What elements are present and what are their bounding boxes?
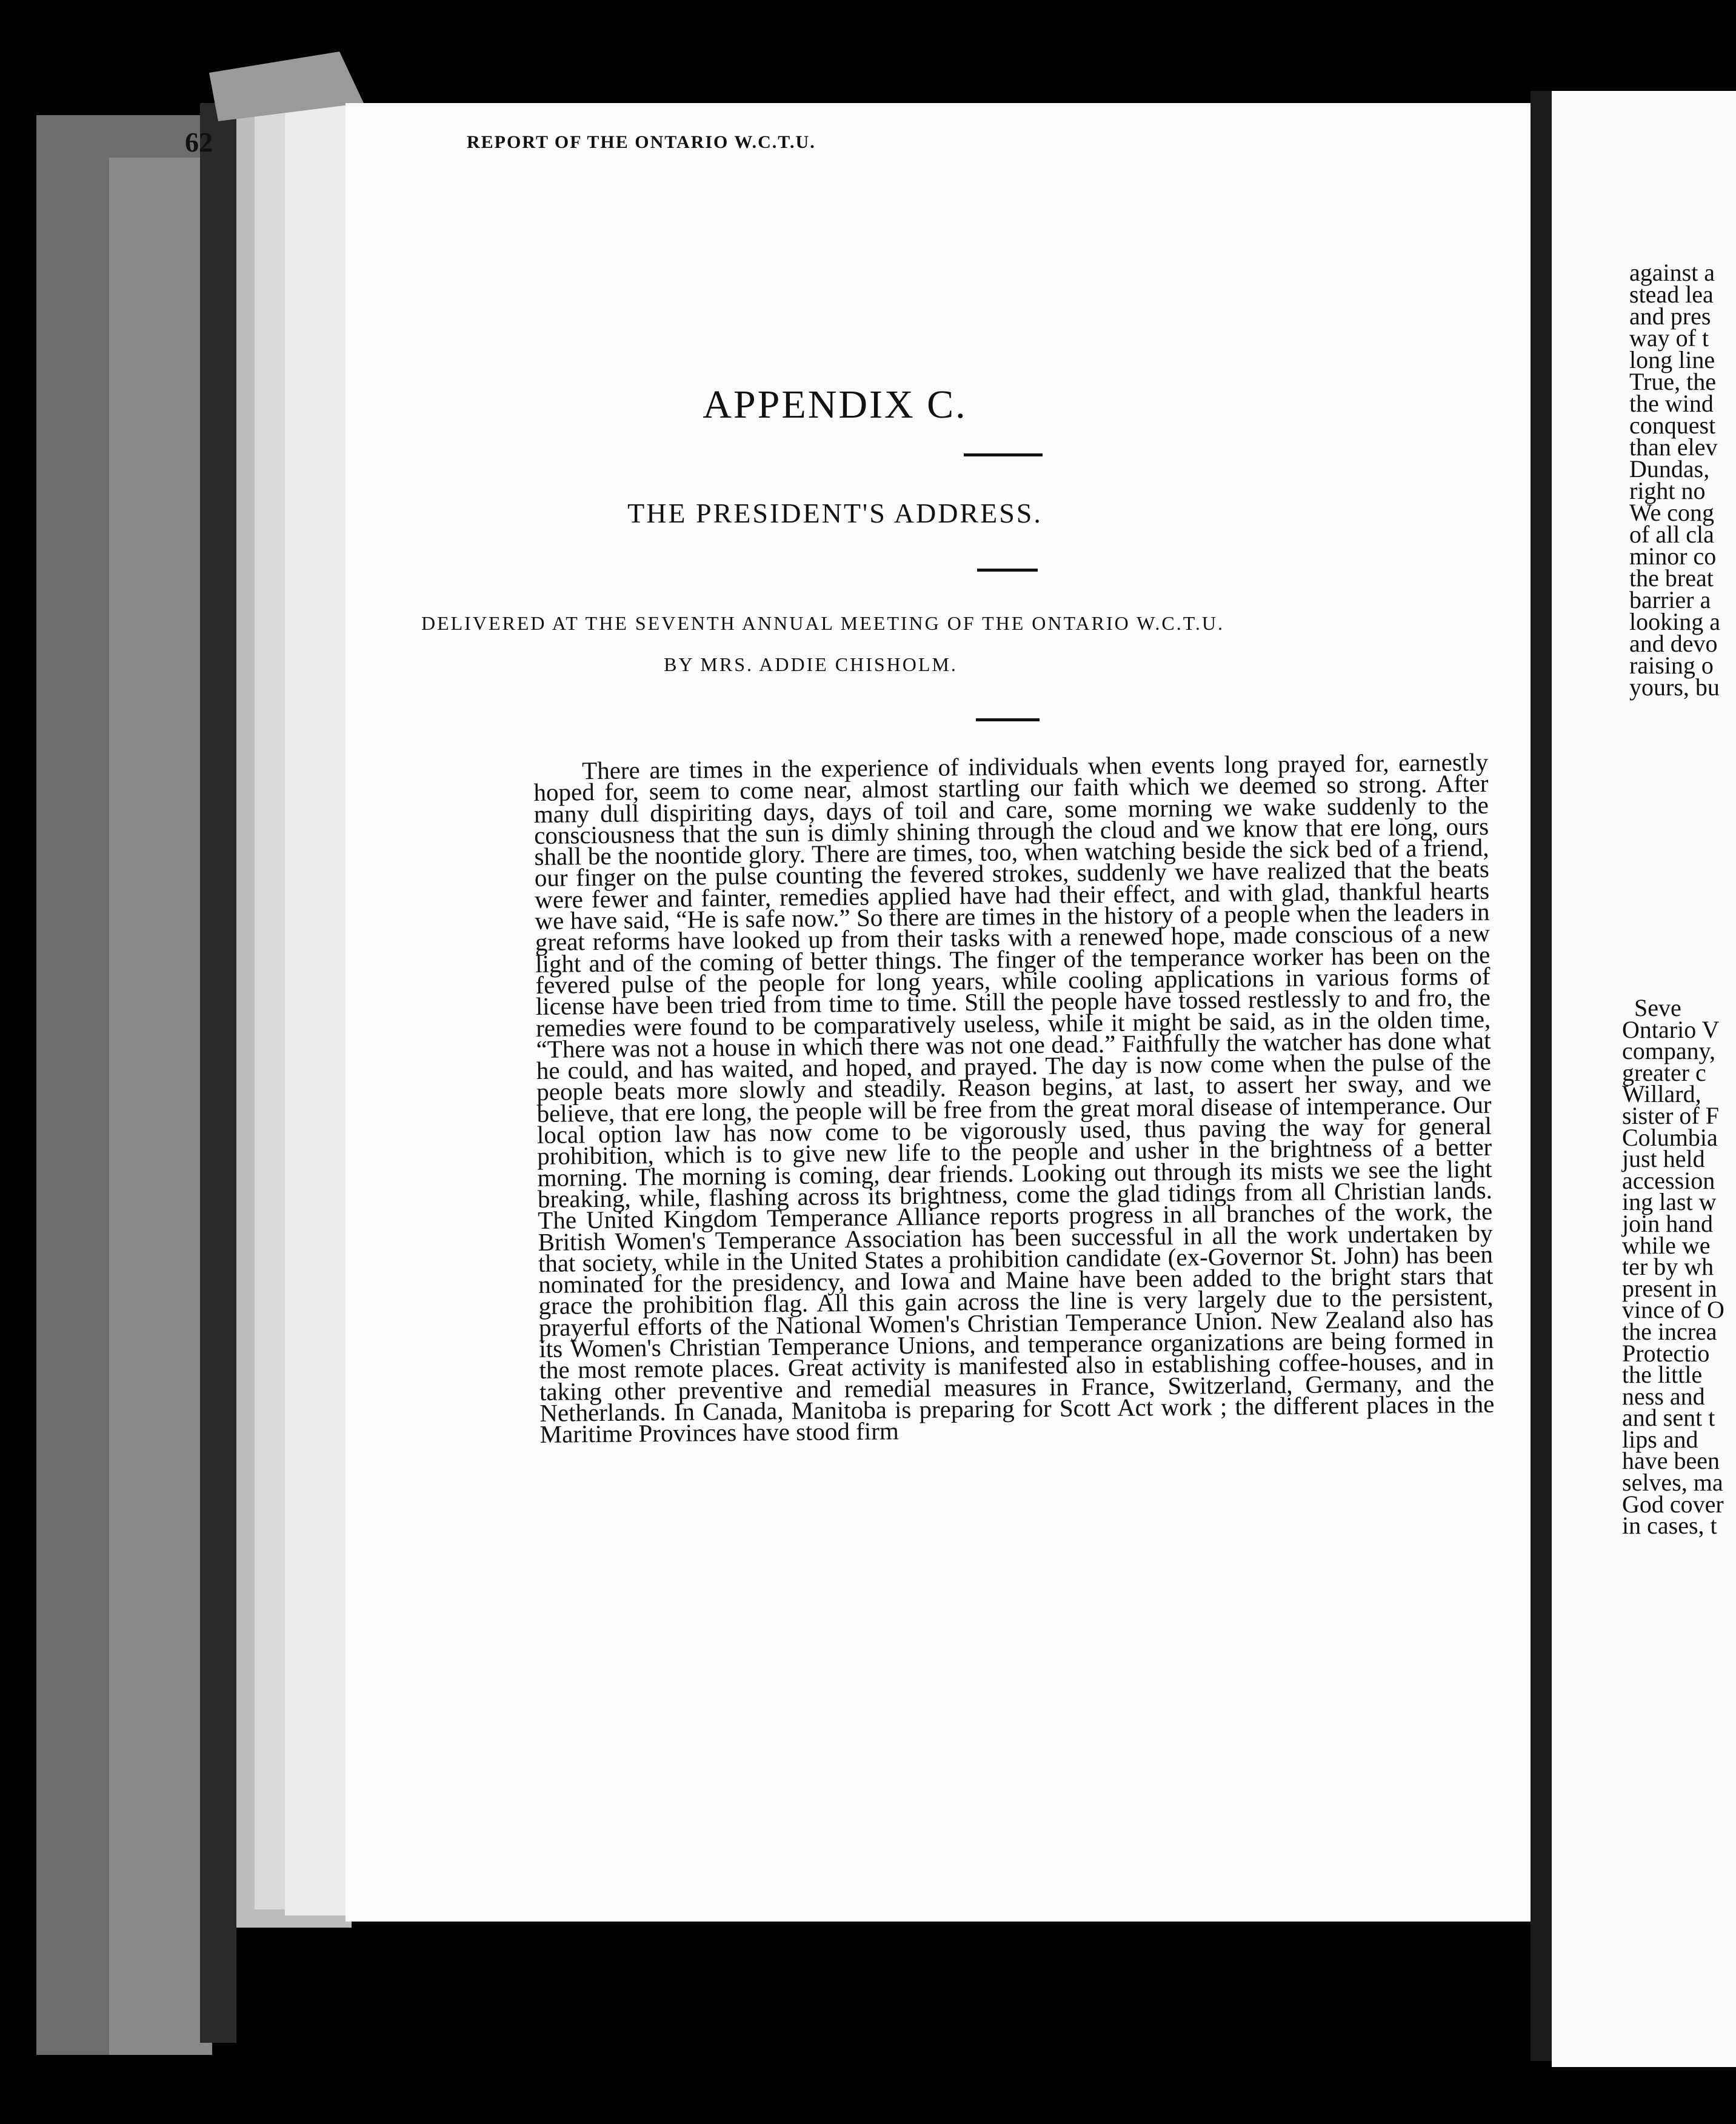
running-head: REPORT OF THE ONTARIO W.C.T.U. — [467, 132, 816, 152]
facing-page-column-top: against a stead lea and pres way of t long line True, the the wind conquest than elev Dundas, right no We cong of all cla minor co the breat barrier a looking a and devo raising o yours, bu — [1629, 259, 1720, 701]
title-rule-1 — [964, 453, 1043, 456]
delivered-line: DELIVERED AT THE SEVENTH ANNUAL MEETING OF THE ONTARIO W.C.T.U. — [421, 612, 1225, 634]
title-rule-2 — [977, 569, 1038, 572]
facing-page-column-bottom: Seve Ontario V company, greater c Willard, sister of F Columbia just held accession ing last w join hand while we ter by wh present in vince of O the increa Protectio the little ness and and sent t lips and have been selves, ma God cover in cases, t — [1622, 994, 1724, 1540]
page-number: 62 — [185, 127, 213, 158]
appendix-title: APPENDIX C. — [703, 382, 967, 427]
address-paragraph: There are times in the experience of individuals when events long prayed for, earnestly hoped for, seem to come near, almost startling our faith which we deemed so strong. After many dull dispiriting days, days of toil and care, some morning we wake suddenly to the consciousness that the sun is dimly shining through the cloud and we know that ere long, ours shall be the noontide glory. There are times, too, when watching beside the sick bed of a friend, our finger on the pulse counting the fevered strokes, suddenly we have realized that the beats were fewer and fainter, remedies applied have had their effect, and with glad, thankful hearts we have said, “He is safe now.” So there are times in the history of a people when the leaders in great reforms have looked up from their tasks with a renewed hope, made conscious of a new light and of the coming of better things. The finger of the temperance worker has been on the fevered pulse of the people for long years, while cooling applications in various forms of license have been tried from time to time. Still the people have tossed restlessly to and fro, the remedies were found to be comparatively useless, while it might be said, as in the olden time, “There was not a house in which there was not one dead.” Faithfully the watcher has done what he could, and has waited, and hoped, and prayed. The day is now come when the pulse of the people beats more slowly and steadily. Reason begins, at last, to assert her sway, and we believe, that ere long, the people will be free from the great moral disease of intemperance. Our local option law has now come to be vigorously used, thus paving the way for general prohibition, which is to give new life to the people and usher in the brightness of a better morning. The morning is coming, dear friends. Looking out through its mists we see the light breaking, while, flashing across its brightness, come the glad tidings from all Christian lands. The United Kingdom Temperance Alliance reports progress in all branches of the work, the British Women's Temperance Association has been successful in all the work undertaken by that society, while in the United States a prohibition candidate (ex-Governor St. John) has been nominated for the presidency, and Iowa and Maine have been added to the bright stars that grace the prohibition flag. All this gain across the line is very largely due to the persistent, prayerful efforts of the National Women's Christian Temperance Union. New Zealand also has its Women's Christian Temperance Unions, and temperance organizations are being formed in the most remote places. Great activity is manifested also in establishing coffee-houses, and in taking other preventive and remedial measures in France, Switzerland, Germany, and the Netherlands. In Canada, Manitoba is preparing for Scott Act work ; the different places in the Maritime Provinces have stood firm — [533, 747, 1495, 1449]
speaker-line: BY MRS. ADDIE CHISHOLM. — [664, 653, 958, 675]
gutter-shadow — [1531, 91, 1552, 2061]
section-title: THE PRESIDENT'S ADDRESS. — [627, 498, 1043, 529]
title-rule-3 — [976, 718, 1040, 721]
